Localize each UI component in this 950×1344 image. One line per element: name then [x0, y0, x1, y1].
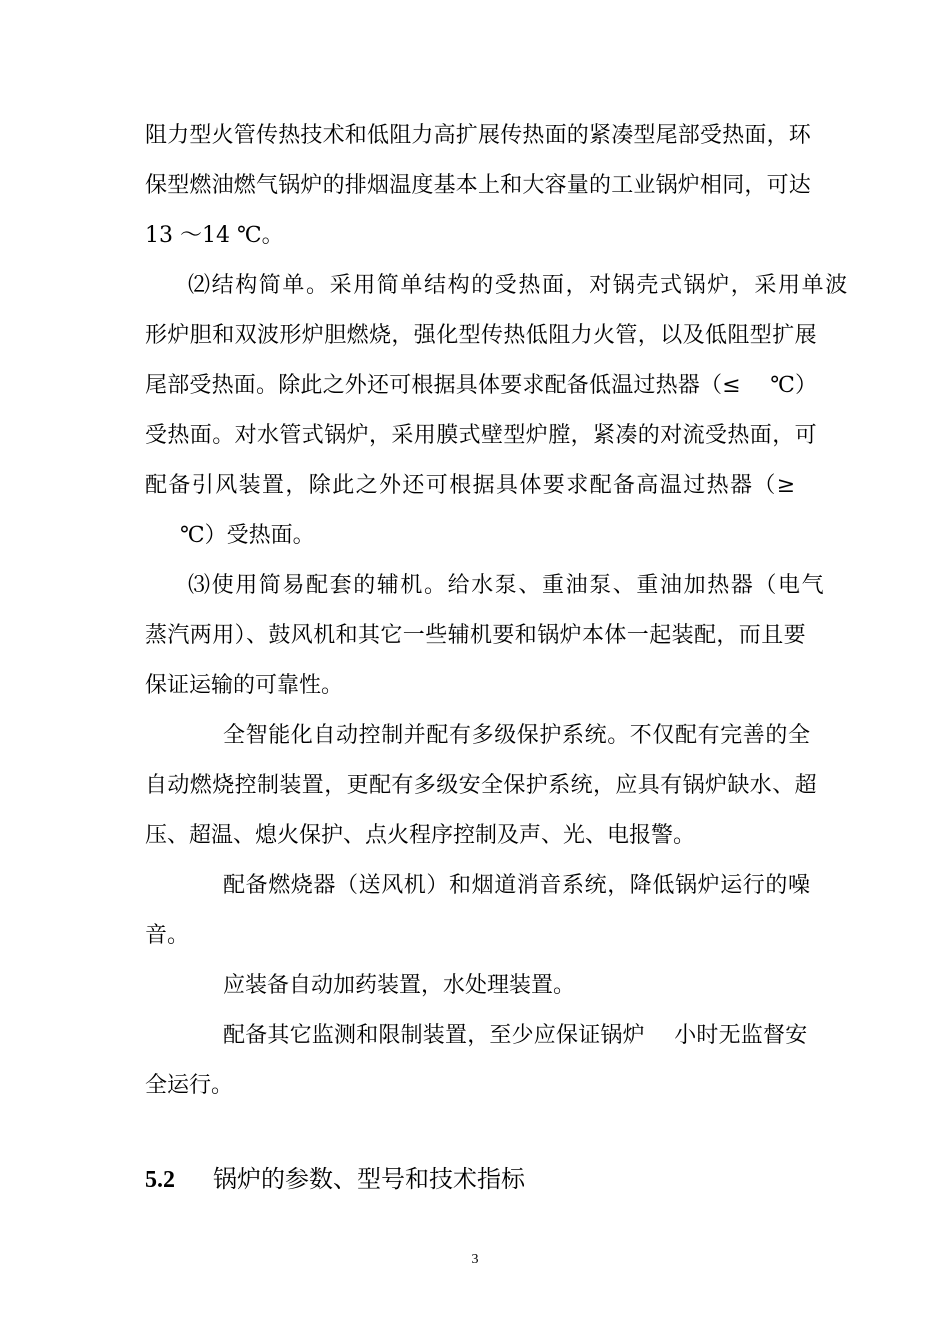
body-line-5: 形炉胆和双波形炉胆燃烧，强化型传热低阻力火管，以及低阻型扩展 — [145, 323, 818, 348]
body-line-13: 全智能化自动控制并配有多级保护系统。不仅配有完善的全 — [223, 723, 811, 748]
body-line-19: 配备其它监测和限制装置，至少应保证锅炉 小时无监督安 — [223, 1023, 808, 1048]
body-line-6: 尾部受热面。除此之外还可根据具体要求配备低温过热器（≤ ℃） — [145, 373, 818, 398]
body-line-4: ⑵结构简单。采用简单结构的受热面，对锅壳式锅炉，采用单波 — [188, 273, 849, 298]
body-line-1: 阻力型火管传热技术和低阻力高扩展传热面的紧凑型尾部受热面，环 — [145, 123, 812, 148]
body-line-17: 音。 — [145, 923, 190, 948]
body-line-16: 配备燃烧器（送风机）和烟道消音系统，降低锅炉运行的噪 — [223, 873, 811, 898]
body-line-11: 蒸汽两用）、鼓风机和其它一些辅机要和锅炉本体一起装配，而且要 — [145, 623, 807, 648]
body-line-3: 13 ～14 ℃。 — [145, 223, 284, 248]
body-line-14: 自动燃烧控制装置，更配有多级安全保护系统，应具有锅炉缺水、超 — [145, 773, 818, 798]
body-line-10: ⑶使用简易配套的辅机。给水泵、重油泵、重油加热器（电气 — [188, 573, 826, 598]
section-title: 锅炉的参数、型号和技术指标 — [213, 1165, 525, 1193]
section-heading — [145, 1163, 525, 1196]
body-line-12: 保证运输的可靠性。 — [145, 673, 344, 698]
body-line-7: 受热面。对水管式锅炉，采用膜式壁型炉膛，紧凑的对流受热面，可 — [145, 423, 818, 448]
body-line-18: 应装备自动加药装置，水处理装置。 — [223, 973, 576, 998]
body-line-15: 压、超温、熄火保护、点火程序控制及声、光、电报警。 — [145, 823, 696, 848]
page-number: 3 — [471, 1252, 479, 1267]
section-number: 5.2 — [145, 1167, 175, 1193]
body-line-9: ℃）受热面。 — [180, 523, 315, 548]
body-line-8: 配备引风装置，除此之外还可根据具体要求配备高温过热器（≥ — [145, 473, 797, 498]
body-line-2: 保型燃油燃气锅炉的排烟温度基本上和大容量的工业锅炉相同，可达 — [145, 173, 812, 198]
body-line-20: 全运行。 — [145, 1073, 234, 1098]
